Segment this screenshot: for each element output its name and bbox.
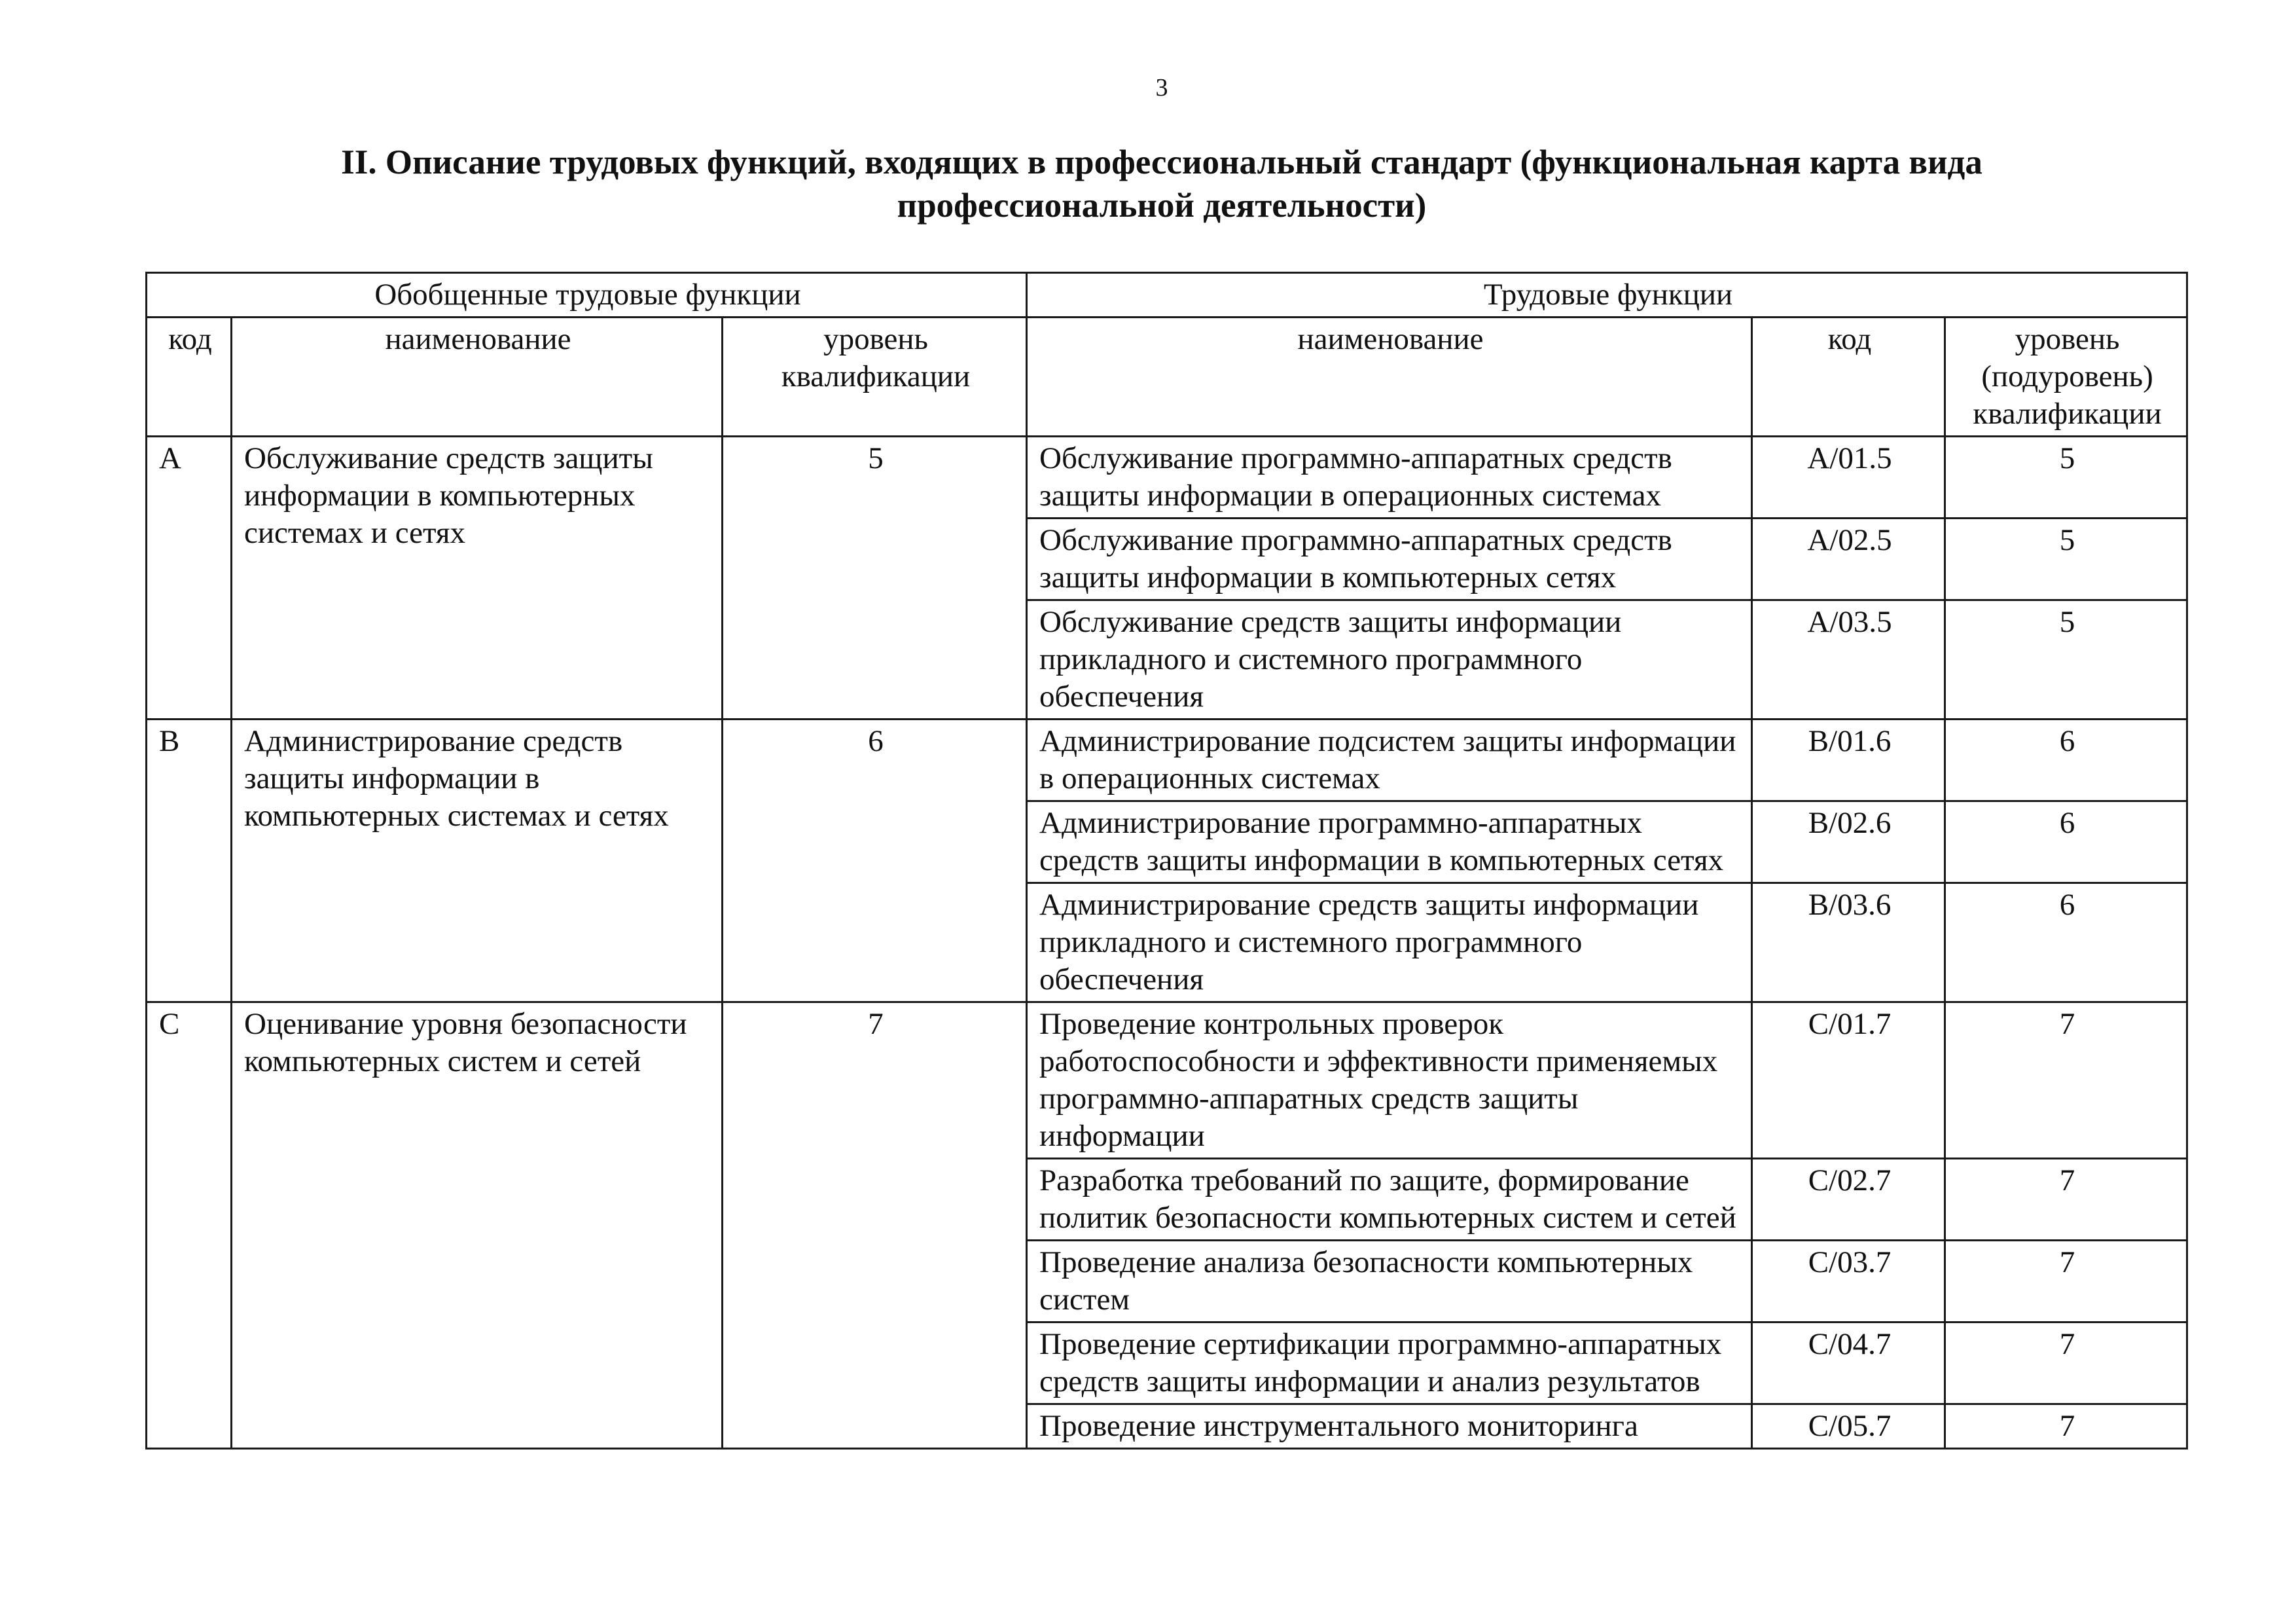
function-level: 6 [1945,720,2187,801]
table-row [147,720,2187,801]
function-name: Администрирование средств защиты информации прикладного и системного программного обеспечения [1027,883,1752,1002]
group-code: B [147,720,232,1002]
group-code: A [147,437,232,720]
function-level: 7 [1945,1159,2187,1241]
function-name: Администрирование программно-аппаратных средств защиты информации в компьютерных сетях [1027,801,1752,883]
section-title-line-1: II. Описание трудовых функций, входящих в профессиональный стандарт (функциональная карта вида [341,143,1982,181]
function-name: Разработка требований по защите, формирование политик безопасности компьютерных систем и сетей [1027,1159,1752,1241]
group-level: 6 [723,720,1027,1002]
header-qualification-level: уровень квалификации [723,318,1027,437]
function-code: B/02.6 [1752,801,1945,883]
function-name: Проведение инструментального мониторинга [1027,1404,1752,1449]
header-labor-functions: Трудовые функции [1027,273,2187,318]
function-name: Администрирование подсистем защиты информации в операционных системах [1027,720,1752,801]
group-level: 5 [723,437,1027,720]
header-function-level: уровень (подуровень) квалификации [1945,318,2187,437]
function-code: C/01.7 [1752,1002,1945,1159]
page-number: 3 [1155,74,1168,101]
function-name: Обслуживание программно-аппаратных средств защиты информации в компьютерных сетях [1027,519,1752,600]
function-code: A/03.5 [1752,600,1945,720]
function-code: C/02.7 [1752,1159,1945,1241]
function-level: 7 [1945,1404,2187,1449]
function-level: 5 [1945,437,2187,519]
function-code: A/02.5 [1752,519,1945,600]
function-code: C/03.7 [1752,1241,1945,1322]
function-name: Проведение сертификации программно-аппаратных средств защиты информации и анализ результатов [1027,1322,1752,1404]
section-title-line-2: профессиональной деятельности) [897,187,1427,225]
function-level: 5 [1945,519,2187,600]
header-function-code: код [1752,318,1945,437]
header-generalized-functions: Обобщенные трудовые функции [147,273,1027,318]
function-code: C/04.7 [1752,1322,1945,1404]
function-code: A/01.5 [1752,437,1945,519]
function-code: C/05.7 [1752,1404,1945,1449]
function-code: B/01.6 [1752,720,1945,801]
group-name: Администрирование средств защиты информации в компьютерных системах и сетях [232,720,723,1002]
function-name: Проведение контрольных проверок работоспособности и эффективности применяемых программно-аппаратных средств защиты информации [1027,1002,1752,1159]
table-row [147,1002,2187,1159]
function-name: Обслуживание средств защиты информации прикладного и системного программного обеспечения [1027,600,1752,720]
table-row [147,437,2187,519]
function-level: 5 [1945,600,2187,720]
section-title [196,141,2127,227]
group-name: Обслуживание средств защиты информации в компьютерных системах и сетях [232,437,723,720]
header-row-top [147,273,2187,318]
group-level: 7 [723,1002,1027,1449]
function-level: 6 [1945,801,2187,883]
function-level: 6 [1945,883,2187,1002]
header-function-name: наименование [1027,318,1752,437]
functional-map-table [145,272,2188,1450]
function-name: Проведение анализа безопасности компьютерных систем [1027,1241,1752,1322]
function-code: B/03.6 [1752,883,1945,1002]
header-row-sub [147,318,2187,437]
group-name: Оценивание уровня безопасности компьютерных систем и сетей [232,1002,723,1449]
header-code: код [147,318,232,437]
function-level: 7 [1945,1322,2187,1404]
function-level: 7 [1945,1241,2187,1322]
function-name: Обслуживание программно-аппаратных средств защиты информации в операционных системах [1027,437,1752,519]
header-name: наименование [232,318,723,437]
group-code: C [147,1002,232,1449]
function-level: 7 [1945,1002,2187,1159]
